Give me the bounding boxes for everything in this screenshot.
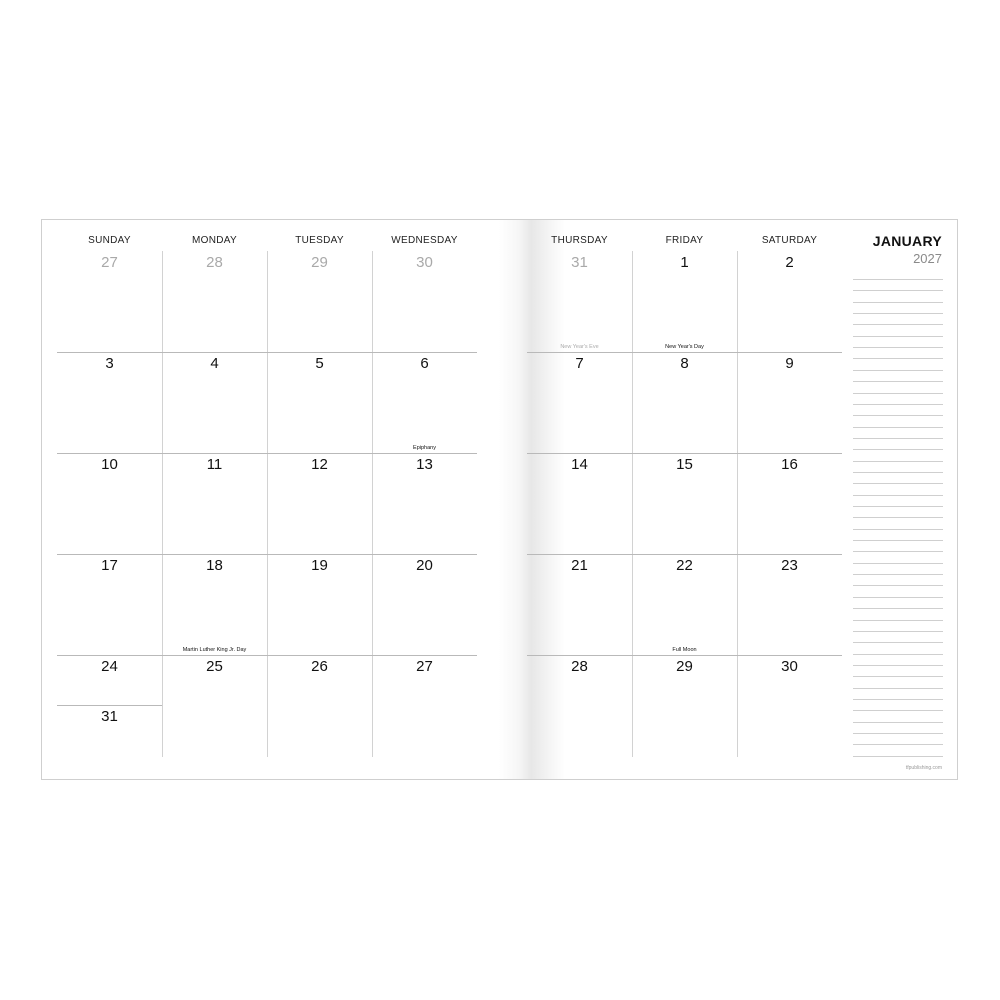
- day-number: 2: [785, 254, 794, 271]
- day-number: 9: [785, 355, 794, 372]
- note-line[interactable]: [853, 438, 943, 439]
- note-line[interactable]: [853, 336, 943, 337]
- holiday-label: New Year's Eve: [560, 344, 599, 350]
- day-cell[interactable]: [57, 352, 162, 453]
- day-number: 8: [680, 355, 689, 372]
- day-cell[interactable]: [267, 453, 372, 554]
- day-number: 12: [311, 456, 328, 473]
- day-number: 3: [105, 355, 114, 372]
- note-line[interactable]: [853, 358, 943, 359]
- year-title: 2027: [913, 251, 942, 266]
- day-number: 15: [676, 456, 693, 473]
- holiday-label: Martin Luther King Jr. Day: [182, 647, 247, 653]
- weekday-header-thursday: THURSDAY: [551, 235, 608, 246]
- day-cell[interactable]: [527, 453, 632, 554]
- note-line[interactable]: [853, 495, 943, 496]
- day-number: 27: [416, 658, 433, 675]
- holiday-label: Epiphany: [413, 445, 436, 451]
- day-cell[interactable]: [162, 251, 267, 352]
- note-line[interactable]: [853, 324, 943, 325]
- month-title: JANUARY: [872, 233, 942, 249]
- note-line[interactable]: [853, 585, 943, 586]
- day-number: 31: [101, 708, 118, 725]
- weekday-header-saturday: SATURDAY: [761, 235, 818, 246]
- note-line[interactable]: [853, 347, 943, 348]
- note-line[interactable]: [853, 279, 943, 280]
- day-cell[interactable]: [372, 251, 477, 352]
- note-line[interactable]: [853, 449, 943, 450]
- day-number: 31: [571, 254, 588, 271]
- note-line[interactable]: [853, 699, 943, 700]
- note-line[interactable]: [853, 540, 943, 541]
- note-line[interactable]: [853, 642, 943, 643]
- day-cell[interactable]: [57, 453, 162, 554]
- day-cell[interactable]: [372, 453, 477, 554]
- note-line[interactable]: [853, 744, 943, 745]
- day-number: 11: [206, 456, 223, 473]
- day-cell[interactable]: [632, 251, 737, 352]
- weekday-header-sunday: SUNDAY: [88, 235, 131, 246]
- note-line[interactable]: [853, 654, 943, 655]
- day-cell[interactable]: [372, 655, 477, 756]
- day-number: 30: [781, 658, 798, 675]
- day-cell[interactable]: [632, 554, 737, 655]
- day-cell[interactable]: [162, 352, 267, 453]
- note-line[interactable]: [853, 756, 943, 757]
- holiday-label: Full Moon: [672, 647, 697, 653]
- day-cell[interactable]: [632, 352, 737, 453]
- day-number: 17: [101, 557, 118, 574]
- day-number: 14: [571, 456, 588, 473]
- day-number: 6: [420, 355, 429, 372]
- day-cell[interactable]: [737, 251, 842, 352]
- note-line[interactable]: [853, 506, 943, 507]
- day-number: 24: [101, 658, 118, 675]
- day-number: 21: [571, 557, 588, 574]
- note-line[interactable]: [853, 551, 943, 552]
- day-number: 29: [676, 658, 693, 675]
- note-line[interactable]: [853, 461, 943, 462]
- right-page: [527, 220, 842, 779]
- day-cell[interactable]: [267, 251, 372, 352]
- day-number: 18: [206, 557, 223, 574]
- note-line[interactable]: [853, 427, 943, 428]
- day-number: 27: [101, 254, 118, 271]
- day-number: 5: [315, 355, 324, 372]
- day-number: 22: [676, 557, 693, 574]
- calendar-spread: [41, 219, 958, 780]
- note-line[interactable]: [853, 290, 943, 291]
- note-line[interactable]: [853, 529, 943, 530]
- day-cell[interactable]: [527, 251, 632, 352]
- day-number: 19: [311, 557, 328, 574]
- note-line[interactable]: [853, 517, 943, 518]
- day-number: 7: [575, 355, 584, 372]
- note-line[interactable]: [853, 631, 943, 632]
- note-line[interactable]: [853, 404, 943, 405]
- note-line[interactable]: [853, 597, 943, 598]
- note-line[interactable]: [853, 676, 943, 677]
- day-cell[interactable]: [632, 453, 737, 554]
- note-line[interactable]: [853, 563, 943, 564]
- day-cell[interactable]: [267, 554, 372, 655]
- note-line[interactable]: [853, 574, 943, 575]
- day-cell[interactable]: [372, 352, 477, 453]
- day-number: 30: [416, 254, 433, 271]
- note-line[interactable]: [853, 415, 943, 416]
- holiday-label: New Year's Day: [665, 344, 704, 350]
- day-number: 28: [206, 254, 223, 271]
- day-number: 16: [781, 456, 798, 473]
- day-cell[interactable]: [162, 554, 267, 655]
- day-number: 26: [311, 658, 328, 675]
- day-number: 23: [781, 557, 798, 574]
- day-number: 4: [210, 355, 219, 372]
- note-line[interactable]: [853, 733, 943, 734]
- day-cell[interactable]: [737, 655, 842, 756]
- note-line[interactable]: [853, 710, 943, 711]
- day-number: 13: [416, 456, 433, 473]
- note-line[interactable]: [853, 608, 943, 609]
- day-cell[interactable]: [57, 251, 162, 352]
- day-cell[interactable]: [57, 554, 162, 655]
- day-cell[interactable]: [527, 655, 632, 756]
- weekday-header-tuesday: TUESDAY: [295, 235, 344, 246]
- note-line[interactable]: [853, 620, 943, 621]
- note-line[interactable]: [853, 665, 943, 666]
- day-cell[interactable]: [737, 352, 842, 453]
- publisher-footer: tfpublishing.com: [905, 765, 942, 771]
- note-line[interactable]: [853, 483, 943, 484]
- note-line[interactable]: [853, 370, 943, 371]
- day-cell[interactable]: [527, 554, 632, 655]
- day-cell[interactable]: [162, 655, 267, 756]
- note-line[interactable]: [853, 722, 943, 723]
- note-line[interactable]: [853, 381, 943, 382]
- note-line[interactable]: [853, 393, 943, 394]
- day-number: 10: [101, 456, 118, 473]
- day-number: 28: [571, 658, 588, 675]
- day-cell[interactable]: [737, 554, 842, 655]
- day-cell[interactable]: [57, 705, 162, 756]
- day-number: 1: [680, 254, 689, 271]
- note-line[interactable]: [853, 472, 943, 473]
- weekday-header-monday: MONDAY: [192, 235, 237, 246]
- day-number: 29: [311, 254, 328, 271]
- day-cell[interactable]: [372, 554, 477, 655]
- note-line[interactable]: [853, 302, 943, 303]
- notes-panel: [850, 220, 950, 779]
- day-cell[interactable]: [737, 453, 842, 554]
- day-cell[interactable]: [527, 352, 632, 453]
- day-number: 20: [416, 557, 433, 574]
- day-number: 25: [206, 658, 223, 675]
- day-cell[interactable]: [267, 352, 372, 453]
- day-cell[interactable]: [267, 655, 372, 756]
- weekday-header-wednesday: WEDNESDAY: [391, 235, 458, 246]
- left-page: [57, 220, 477, 779]
- note-line[interactable]: [853, 313, 943, 314]
- day-cell[interactable]: [162, 453, 267, 554]
- day-cell[interactable]: [632, 655, 737, 756]
- note-line[interactable]: [853, 688, 943, 689]
- weekday-header-friday: FRIDAY: [665, 235, 704, 246]
